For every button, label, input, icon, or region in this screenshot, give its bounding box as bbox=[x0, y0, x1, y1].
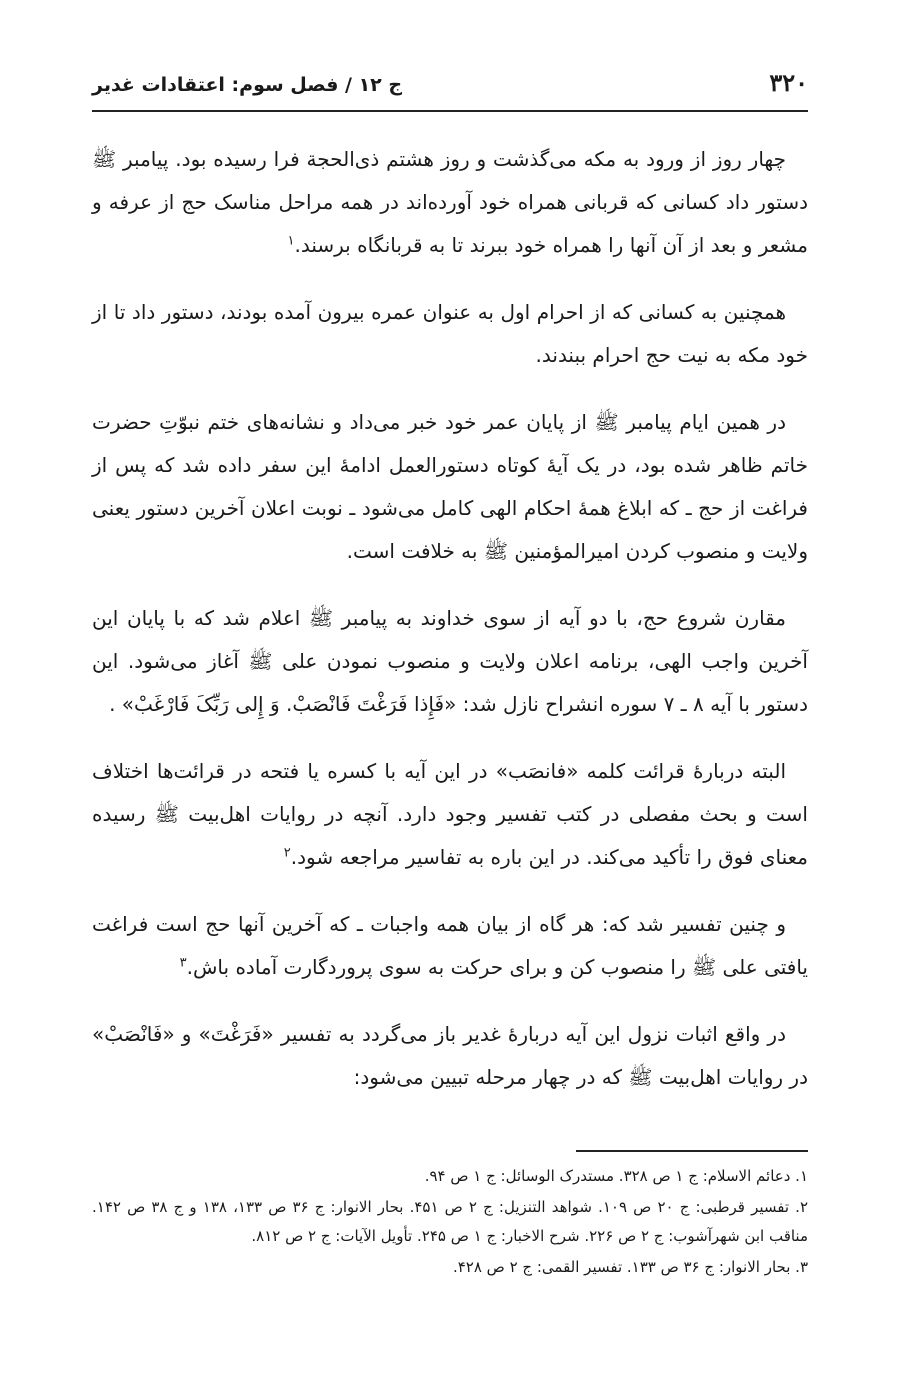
footnote-marker[interactable]: ۱ bbox=[287, 233, 295, 249]
paragraph: چهار روز از ورود به مکه می‌گذشت و روز هشتم ذی‌الحجة فرا رسیده بود. پیامبر ﷺ دستور داد کسانی که قربانی همراه خود آورده‌اند در همه مراحل مناسک حج از عرفه و مشعر و بعد از آن آنها را همراه خود ببرند تا به قربانگاه برسند.$^۱$ bbox=[92, 147, 808, 257]
paragraph: در واقع اثبات نزول این آیه دربارهٔ غدیر باز می‌گردد به تفسیر «فَرَغْتَ» و «فَانْصَبْ» در روایات اهل‌بیت ﷺ که در چهار مرحله تبیین می‌شود: bbox=[92, 1022, 808, 1089]
paragraph: و چنین تفسیر شد که: هر گاه از بیان همه واجبات ـ که آخرین آنها حج است فراغت یافتی علی ﷺ را منصوب کن و برای حرکت به سوی پروردگارت آماده باش.$^۳$ bbox=[92, 912, 808, 979]
paragraph: همچنین به کسانی که از احرام اول به عنوان عمره بیرون آمده بودند، دستور داد تا از خود مکه به نیت حج احرام ببندند. bbox=[92, 300, 808, 367]
footnote-marker[interactable]: ۳ bbox=[179, 955, 187, 971]
footnote: ۱. دعائم الاسلام: ج ۱ ص ۳۲۸. مستدرک الوسائل: ج ۱ ص ۹۴. bbox=[424, 1167, 808, 1185]
body-text bbox=[92, 138, 808, 1123]
running-header bbox=[92, 62, 808, 112]
paragraph: مقارن شروع حج، با دو آیه از سوی خداوند به پیامبر ﷺ اعلام شد که با پایان این آخرین واجب الهی، برنامه اعلان ولایت و منصوب نمودن علی ﷺ آغاز می‌شود. این دستور با آیه ۸ ـ ۷ سوره انشراح نازل شد: «فَإِذا فَرَغْتَ فَانْصَبْ. وَ إِلى رَبِّکَ فَارْغَبْ» . bbox=[92, 606, 808, 716]
chapter-title: ج ۱۲ / فصل سوم: اعتقادات غدیر bbox=[92, 74, 403, 96]
footnote-marker[interactable]: ۲ bbox=[283, 845, 291, 861]
footnote: ۳. بحار الانوار: ج ۳۶ ص ۱۳۳. تفسیر القمی: ج ۲ ص ۴۲۸. bbox=[452, 1258, 808, 1276]
footnotes bbox=[92, 1162, 808, 1284]
footnote-separator bbox=[576, 1150, 808, 1152]
page-number: ۳۲۰ bbox=[769, 68, 808, 97]
footnote: ۲. تفسیر قرطبی: ج ۲۰ ص ۱۰۹. شواهد التنزیل: ج ۲ ص ۴۵۱. بحار الانوار: ج ۳۶ ص ۱۳۳، ۱۳۸ و ج ۳۸ ص ۱۴۲. مناقب ابن شهرآشوب: ج ۲ ص ۲۲۶. شرح الاخبار: ج ۱ ص ۲۴۵. تأویل الآیات: ج ۲ ص ۸۱۲. bbox=[92, 1198, 808, 1245]
paragraph: در همین ایام پیامبر ﷺ از پایان عمر خود خبر می‌داد و نشانه‌های ختم نبوّتِ حضرت خاتم ظاهر شده بود، در یک آیهٔ کوتاه دستورالعمل ادامهٔ این سفر داده شد که پس از فراغت از حج ـ که ابلاغ همهٔ احکام الهی کامل می‌شود ـ نوبت اعلان آخرین دستور یعنی ولایت و منصوب کردن امیرالمؤمنین ﷺ به خلافت است. bbox=[92, 410, 808, 563]
book-page bbox=[92, 0, 808, 1390]
paragraph: البته دربارهٔ قرائت کلمه «فانصَب» در این آیه با کسره یا فتحه در قرائت‌ها اختلاف است و بحث مفصلی در کتب تفسیر وجود دارد. آنچه در روایات اهل‌بیت ﷺ رسیده معنای فوق را تأکید می‌کند. در این باره به تفاسیر مراجعه شود.$^۲$ bbox=[92, 759, 808, 869]
